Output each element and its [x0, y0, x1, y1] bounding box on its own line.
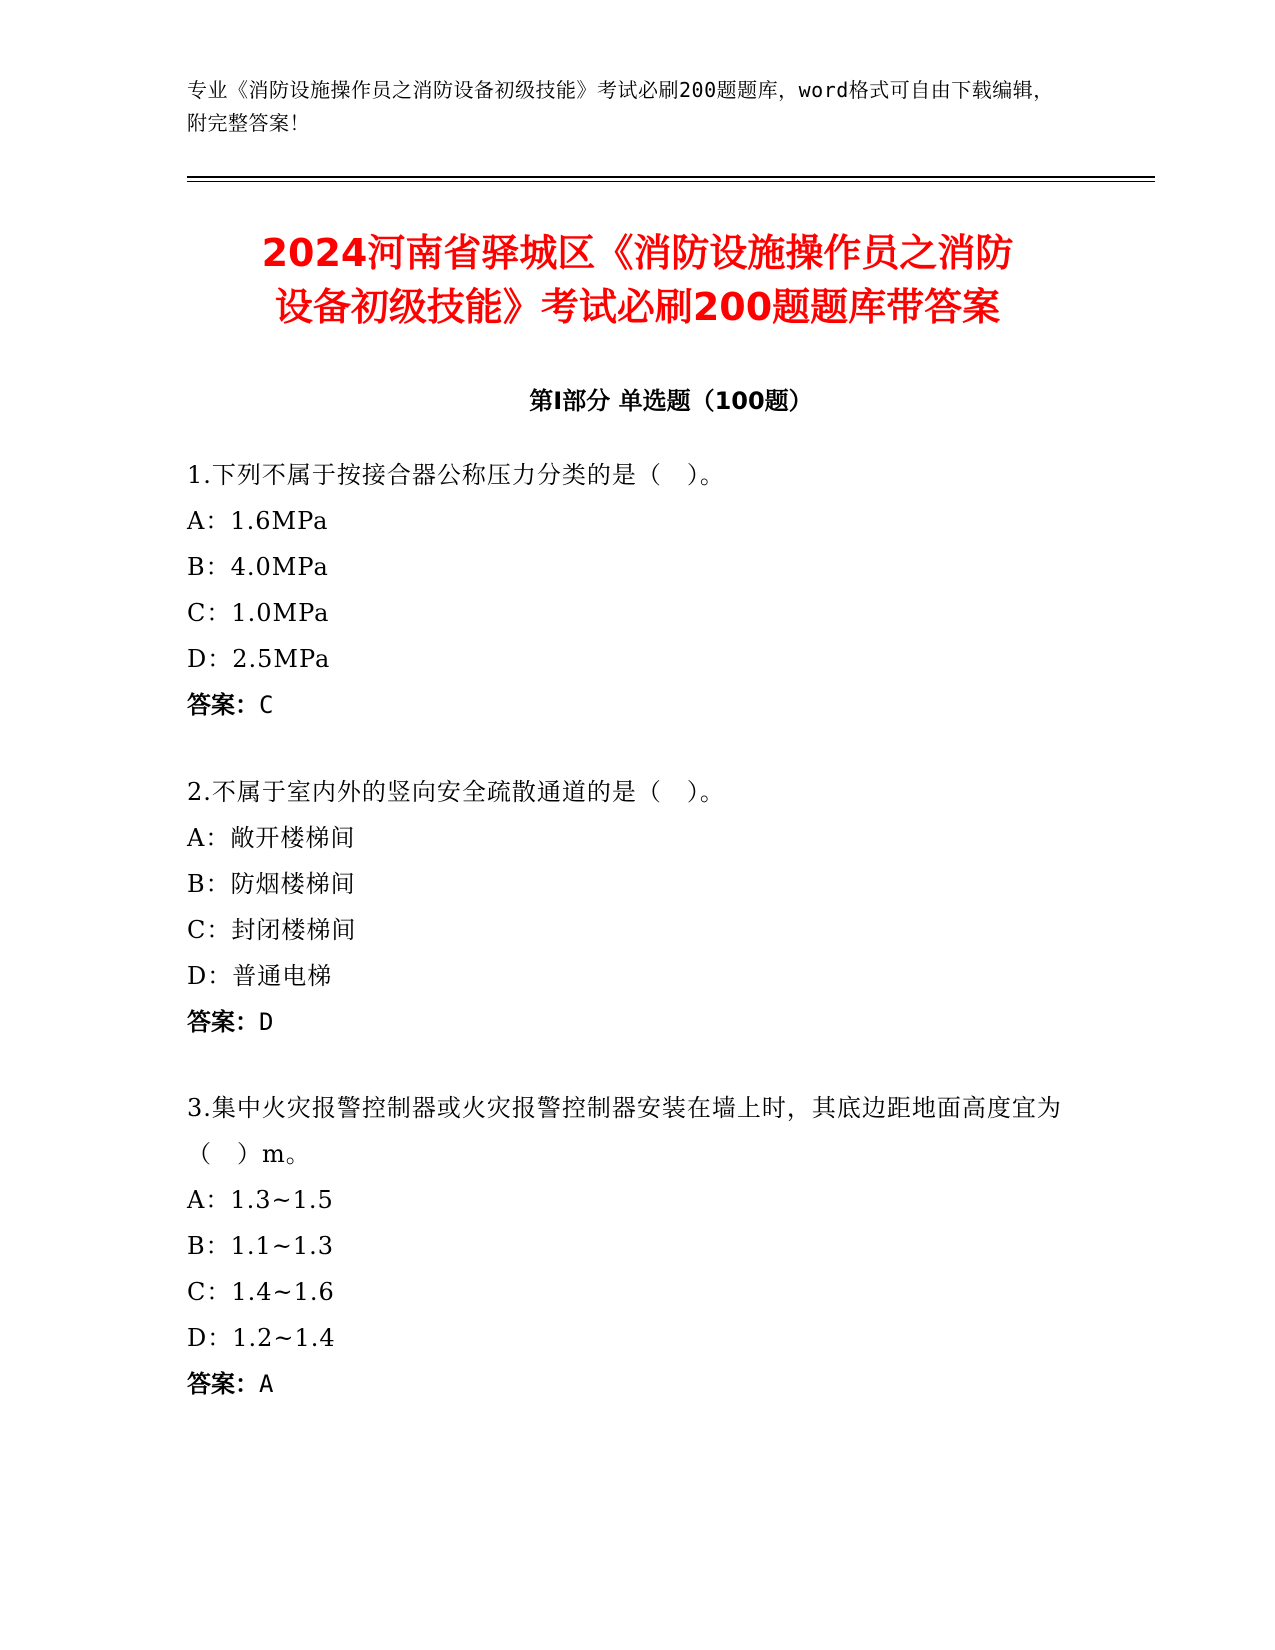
question-3 [187, 1085, 1067, 1407]
answer-label: 答案： [187, 1370, 259, 1398]
option-b: B：防烟楼梯间 [187, 870, 356, 898]
option-a: A：1.6MPa [187, 507, 329, 535]
answer-value: A [259, 1370, 274, 1398]
option-c: C：1.4~1.6 [187, 1278, 335, 1306]
option-b: B：1.1~1.3 [187, 1232, 335, 1260]
question-stem: 2.不属于室内外的竖向安全疏散通道的是（ ）。 [187, 778, 725, 806]
document-title-line-1: 2024河南省驿城区《消防设施操作员之消防 [261, 231, 1014, 275]
answer-label: 答案： [187, 1008, 259, 1036]
header-rule-thin [187, 181, 1155, 182]
document-title [140, 226, 1135, 334]
answer-line [187, 1361, 1067, 1407]
answer-label: 答案： [187, 691, 259, 719]
option-d: D：2.5MPa [187, 645, 331, 673]
option-a: A：1.3~1.5 [187, 1186, 334, 1214]
header-rule-thick [187, 176, 1155, 178]
option-a: A：敞开楼梯间 [187, 824, 356, 852]
option-c: C：1.0MPa [187, 599, 330, 627]
option-d: D：普通电梯 [187, 962, 333, 990]
answer-line [187, 999, 1067, 1045]
section-heading: 第Ⅰ部分 单选题（100题） [529, 387, 813, 415]
option-d: D：1.2~1.4 [187, 1324, 336, 1352]
option-b: B：4.0MPa [187, 553, 329, 581]
question-2 [187, 769, 1067, 1045]
document-title-line-2: 设备初级技能》考试必刷200题题库带答案 [274, 285, 1001, 329]
question-1 [187, 452, 1067, 728]
question-stem: 1.下列不属于按接合器公称压力分类的是（ ）。 [187, 461, 725, 489]
header-note: 专业《消防设施操作员之消防设备初级技能》考试必刷200题题库，word格式可自由下载编辑，附完整答案！ [187, 78, 1054, 135]
answer-value: D [259, 1008, 274, 1036]
question-stem: 3.集中火灾报警控制器或火灾报警控制器安装在墙上时，其底边距地面高度宜为（ ）m。 [187, 1094, 1062, 1168]
answer-value: C [259, 691, 274, 719]
answer-line [187, 682, 1067, 728]
option-c: C：封闭楼梯间 [187, 916, 357, 944]
